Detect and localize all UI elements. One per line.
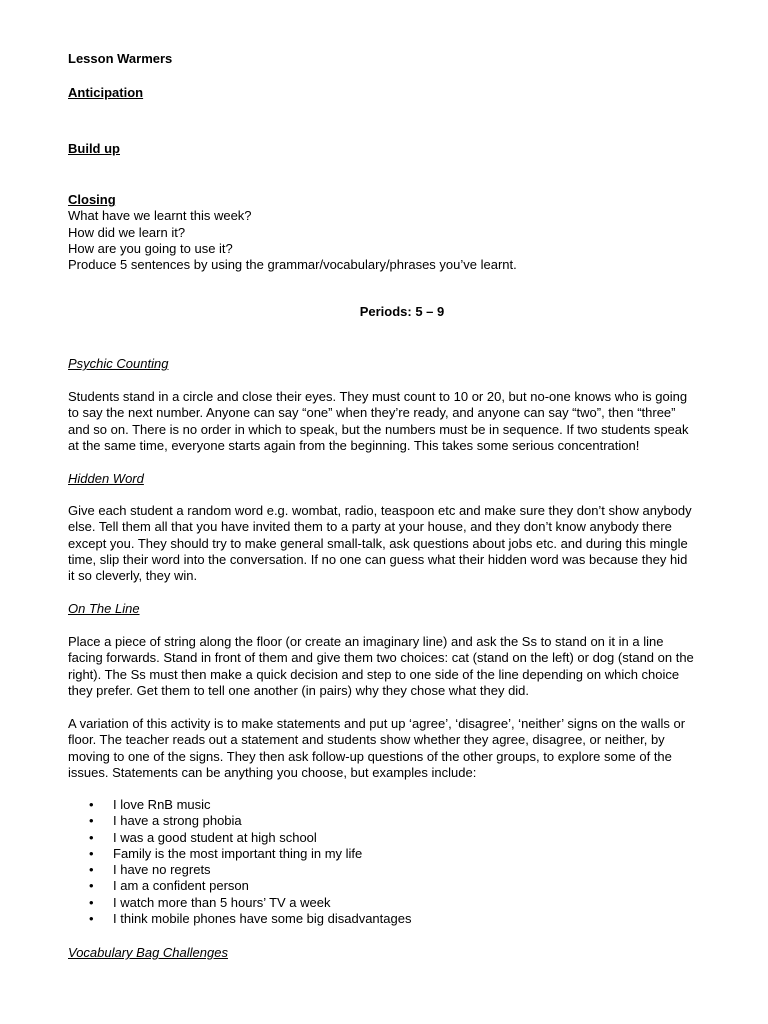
paragraph-line: else. Tell them all that you have invited them to a party at your house, and they don’t know anybody there xyxy=(68,519,672,535)
list-item-text: I have no regrets xyxy=(113,862,211,878)
list-item-text: I love RnB music xyxy=(113,797,211,812)
closing-section xyxy=(68,192,517,273)
closing-line: How did we learn it? xyxy=(68,224,186,240)
hidden-word-paragraph xyxy=(68,503,748,584)
closing-line: What have we learnt this week? xyxy=(68,208,252,224)
list-item xyxy=(68,830,736,846)
bullet-icon: • xyxy=(89,894,94,910)
bullet-icon: • xyxy=(89,829,94,845)
list-item xyxy=(68,797,736,813)
list-item-text: I think mobile phones have some big disadvantages xyxy=(113,911,412,927)
on-the-line-paragraph-1 xyxy=(68,634,748,699)
paragraph-line: Students stand in a circle and close their eyes. They must count to 10 or 20, but no-one knows who is going xyxy=(68,389,688,404)
paragraph-line: moving to one of the signs. They then ask follow-up questions of the other groups, to explore some of the xyxy=(68,748,672,764)
list-item xyxy=(68,813,736,829)
psychic-counting-paragraph xyxy=(68,389,748,454)
heading-psychic-counting: Psychic Counting xyxy=(68,356,169,371)
bullet-icon: • xyxy=(89,813,94,829)
paragraph-line: Place a piece of string along the floor (or create an imaginary line) and ask the Ss to stand on it in a line xyxy=(68,634,664,649)
bullet-icon: • xyxy=(89,878,94,894)
on-the-line-paragraph-2 xyxy=(68,716,748,781)
paragraph-line: facing forwards. Stand in front of them and give them two choices: cat (stand on the left) or dog (stand on the xyxy=(68,650,694,666)
paragraph-line: time, slip their word into the conversation. If no one can guess what their hidden word was because they hid xyxy=(68,551,688,567)
heading-closing: Closing xyxy=(68,192,116,207)
closing-line: How are you going to use it? xyxy=(68,240,233,256)
list-item xyxy=(68,878,736,894)
list-item-text: I watch more than 5 hours’ TV a week xyxy=(113,894,331,910)
paragraph-line: right). The Ss must then make a quick decision and step to one side of the line depending on which choice xyxy=(68,666,680,682)
paragraph-line: except you. They should try to make general small-talk, ask questions about jobs etc. and during this mingle xyxy=(68,535,688,551)
periods-heading: Periods: 5 – 9 xyxy=(359,304,445,319)
list-item xyxy=(68,846,736,862)
list-item xyxy=(68,911,736,927)
list-item-text: I am a confident person xyxy=(113,878,249,894)
paragraph-line: to say the next number. Anyone can say “one” when they’re ready, and anyone can say “two”, then “three” xyxy=(68,405,676,421)
heading-anticipation: Anticipation xyxy=(68,85,144,100)
closing-line: Produce 5 sentences by using the grammar/vocabulary/phrases you’ve learnt. xyxy=(68,257,517,273)
list-item-text: I have a strong phobia xyxy=(113,813,242,829)
bullet-icon: • xyxy=(89,862,94,878)
paragraph-line: floor. The teacher reads out a statement and students show whether they agree, disagree, or neither, by xyxy=(68,732,665,748)
paragraph-line: Give each student a random word e.g. wombat, radio, teaspoon etc and make sure they don’t show anybody xyxy=(68,503,692,518)
heading-vocabulary-bag-challenges: Vocabulary Bag Challenges xyxy=(68,945,228,960)
bullet-icon: • xyxy=(89,797,94,812)
document-title: Lesson Warmers xyxy=(68,51,173,66)
paragraph-line: and so on. There is no order in which to speak, but the numbers must be in sequence. If two students speak xyxy=(68,421,689,437)
list-item-text: Family is the most important thing in my life xyxy=(113,845,363,861)
list-item xyxy=(68,895,736,911)
heading-on-the-line: On The Line xyxy=(68,601,140,616)
list-item-text: I was a good student at high school xyxy=(113,829,317,845)
heading-hidden-word: Hidden Word xyxy=(68,471,144,486)
paragraph-line: at the same time, everyone starts again from the beginning. This takes some serious concentration! xyxy=(68,437,640,453)
paragraph-line: issues. Statements can be anything you choose, but examples include: xyxy=(68,764,477,780)
list-item xyxy=(68,862,736,878)
paragraph-line: it so cleverly, they win. xyxy=(68,568,198,584)
paragraph-line: they prefer. Get them to tell one another (in pairs) why they chose what they did. xyxy=(68,682,530,698)
heading-build-up: Build up xyxy=(68,141,120,156)
bullet-icon: • xyxy=(89,911,94,927)
statements-list xyxy=(68,797,736,927)
bullet-icon: • xyxy=(89,845,94,861)
paragraph-line: A variation of this activity is to make statements and put up ‘agree’, ‘disagree’, ‘neither’ signs on the walls or xyxy=(68,716,686,731)
